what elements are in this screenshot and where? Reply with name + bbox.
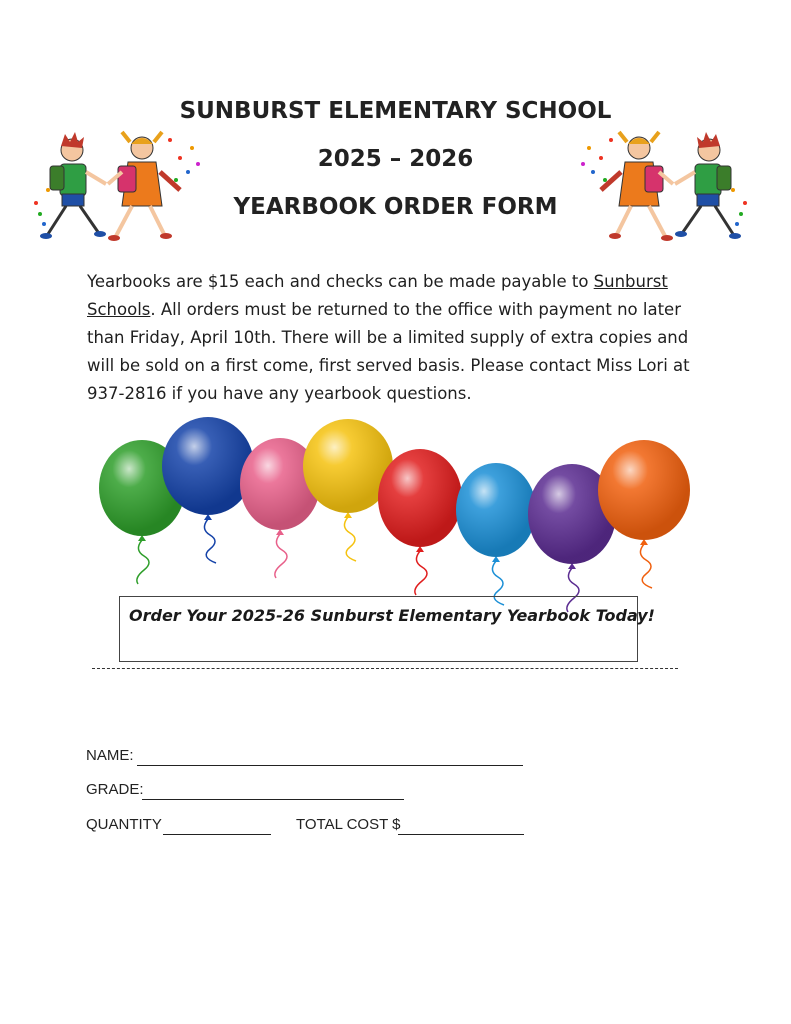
girl-figure: [601, 132, 673, 241]
grade-field[interactable]: [142, 799, 404, 800]
payee-name: Sunburst Schools: [87, 272, 668, 319]
balloon-shine: [456, 463, 536, 557]
girl-figure: [108, 132, 180, 241]
kids-walking-right-icon: [576, 128, 751, 246]
boy-figure: [40, 132, 106, 239]
balloon-string: [204, 519, 216, 563]
form-title: YEARBOOK ORDER FORM: [233, 194, 558, 220]
name-field[interactable]: [137, 765, 523, 766]
info-text-1: Yearbooks are $15 each and checks can be made payable to: [87, 272, 594, 291]
boy-figure: [675, 132, 741, 239]
balloon-string: [275, 534, 287, 578]
name-label: NAME:: [86, 747, 134, 764]
quantity-field[interactable]: [163, 834, 271, 835]
grade-label: GRADE:: [86, 781, 144, 798]
balloons-icon: [90, 410, 700, 600]
total-cost-label: TOTAL COST $: [296, 816, 401, 833]
total-cost-field[interactable]: [398, 834, 524, 835]
order-banner-text: Order Your 2025-26 Sunburst Elementary Yearbook Today!: [129, 606, 655, 625]
balloon-string: [640, 544, 652, 588]
info-text-2: . All orders must be returned to the office with payment no later than Friday, April 10th. There will be a limited supply of extra copies and will be sold on a first come, first served basis. Please contact Miss Lori at 937-2816 if you have any yearbook questions.: [87, 300, 690, 403]
balloon-shine: [598, 440, 690, 540]
school-name: SUNBURST ELEMENTARY SCHOOL: [179, 98, 612, 124]
balloon-string: [344, 517, 356, 561]
cut-line: [92, 668, 678, 669]
balloon-string: [137, 540, 149, 584]
info-paragraph: [87, 268, 707, 408]
school-year: 2025 – 2026: [317, 146, 474, 172]
balloon-shine: [378, 449, 462, 547]
balloon-shine: [162, 417, 254, 515]
quantity-label: QUANTITY: [86, 816, 162, 833]
order-banner: [119, 596, 655, 662]
balloon-string: [415, 551, 427, 595]
kids-walking-left-icon: [30, 128, 205, 246]
